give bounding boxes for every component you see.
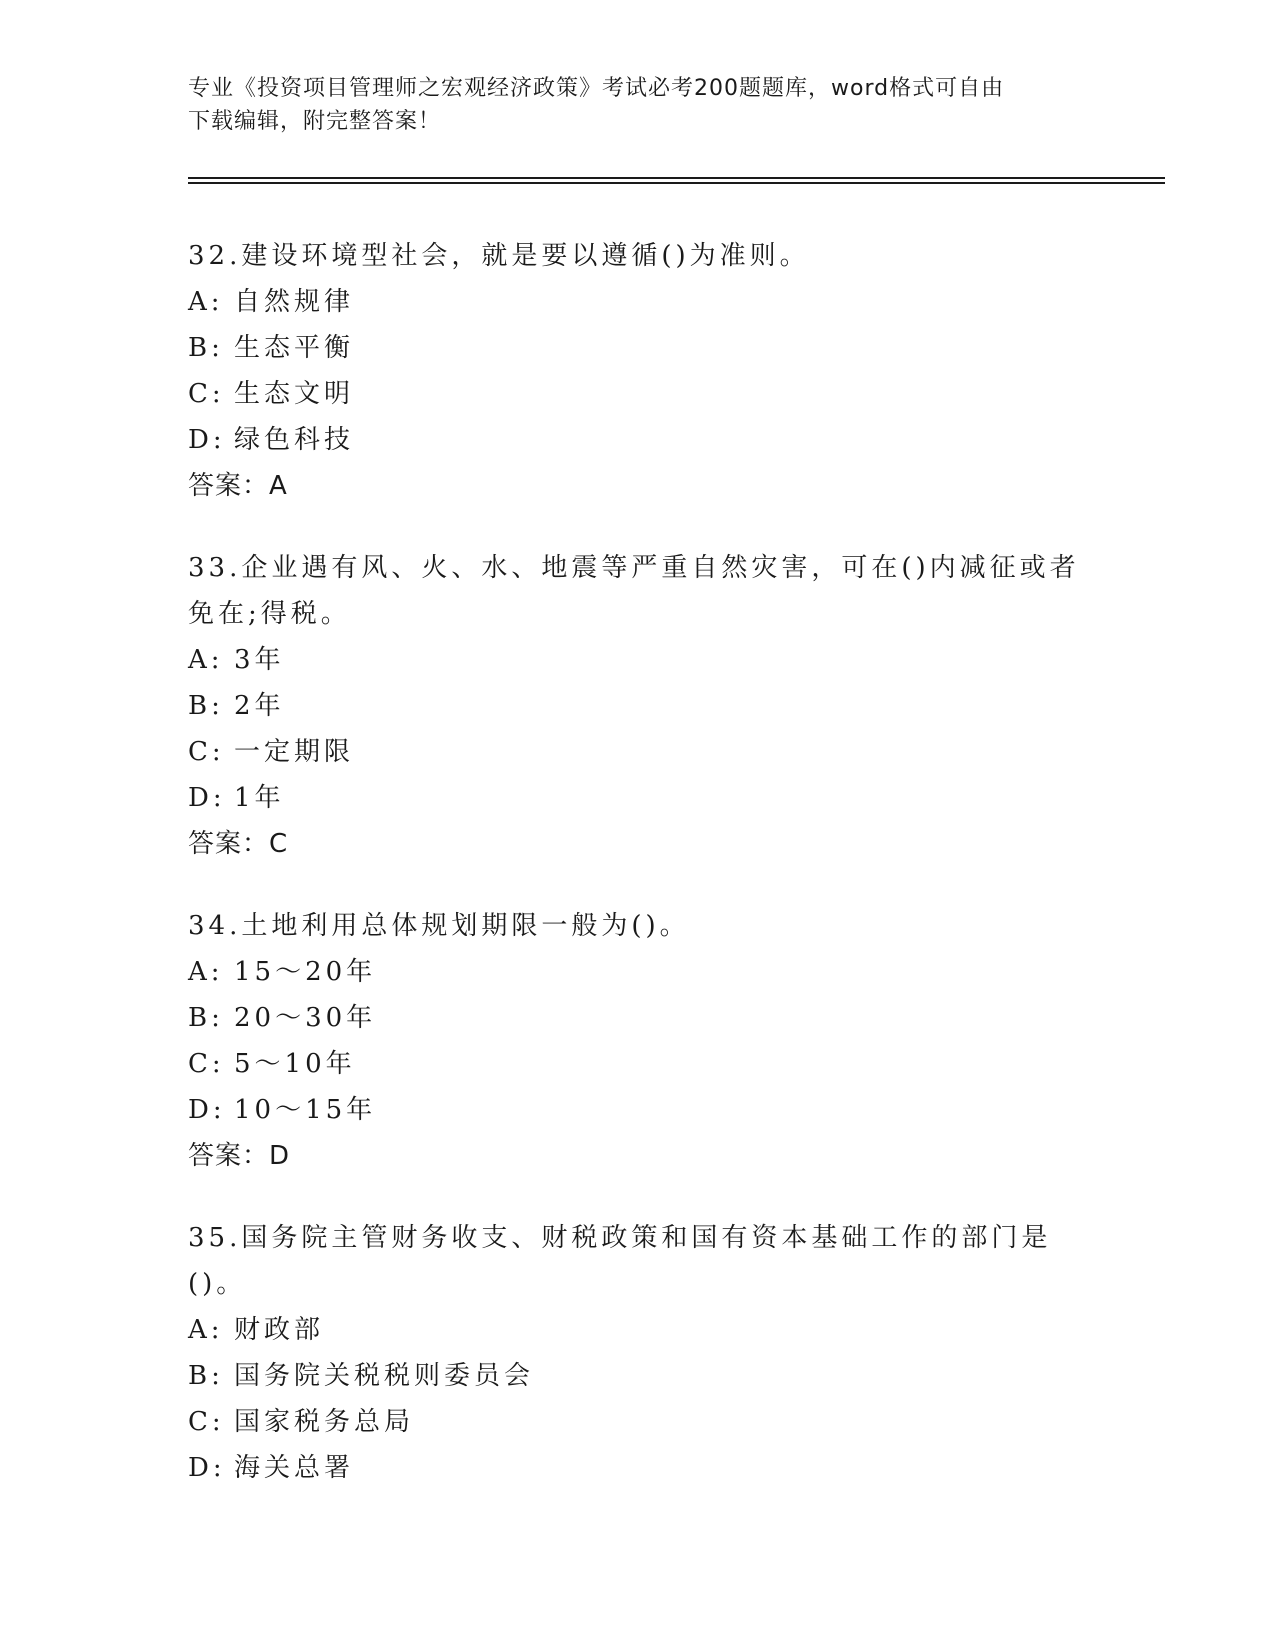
option-c [188,729,1088,775]
option-b [188,325,1088,371]
option-text: 15～20年 [234,957,377,987]
answer-label: 答案：D [188,1141,291,1171]
option-key: C: [188,1407,225,1437]
option-key: B: [188,1361,224,1391]
option-a [188,949,1088,995]
option-a [188,637,1088,683]
option-text: 海关总署 [234,1453,355,1483]
option-c [188,1041,1088,1087]
question-stem: 33.企业遇有风、火、水、地震等严重自然灾害，可在()内减征或者免在;得税。 [188,553,1080,629]
option-text: 国家税务总局 [234,1407,415,1437]
question-list [188,233,1088,1527]
option-text: 1年 [234,783,285,813]
question-32 [188,233,1088,509]
answer-label: 答案：C [188,829,289,859]
option-a [188,279,1088,325]
option-b [188,683,1088,729]
header-line-1: 专业《投资项目管理师之宏观经济政策》考试必考200题题库，word格式可自由 [188,76,1005,101]
option-text: 国务院关税税则委员会 [234,1361,535,1391]
option-b [188,995,1088,1041]
option-key: D: [188,1453,226,1483]
question-stem: 34.土地利用总体规划期限一般为()。 [188,911,690,941]
option-text: 2年 [234,691,285,721]
option-key: C: [188,737,225,767]
option-text: 生态文明 [234,379,355,409]
option-d [188,775,1088,821]
option-c [188,1399,1088,1445]
option-a [188,1307,1088,1353]
option-key: B: [188,1003,224,1033]
option-text: 绿色科技 [234,425,355,455]
option-key: A: [188,1315,224,1345]
header-divider-bottom [188,182,1165,184]
option-text: 5～10年 [234,1049,356,1079]
option-d [188,1445,1088,1491]
option-text: 20～30年 [234,1003,377,1033]
header-line-2: 下载编辑，附完整答案！ [188,109,442,134]
document-header [188,72,1088,138]
option-key: C: [188,1049,225,1079]
question-33 [188,545,1088,867]
option-key: A: [188,645,224,675]
option-d [188,1087,1088,1133]
option-key: B: [188,333,224,363]
question-34 [188,903,1088,1179]
option-c [188,371,1088,417]
option-key: D: [188,1095,226,1125]
option-key: C: [188,379,225,409]
option-key: D: [188,425,226,455]
question-stem: 35.国务院主管财务收支、财税政策和国有资本基础工作的部门是()。 [188,1223,1052,1299]
option-b [188,1353,1088,1399]
question-35 [188,1215,1088,1491]
option-key: B: [188,691,224,721]
option-text: 财政部 [234,1315,325,1345]
option-key: A: [188,957,224,987]
question-stem: 32.建设环境型社会，就是要以遵循()为准则。 [188,241,810,271]
option-text: 自然规律 [234,287,355,317]
option-text: 3年 [234,645,285,675]
option-text: 10～15年 [234,1095,377,1125]
option-text: 一定期限 [234,737,355,767]
header-divider-top [188,177,1165,179]
option-key: A: [188,287,224,317]
option-d [188,417,1088,463]
answer-label: 答案：A [188,471,288,501]
option-key: D: [188,783,226,813]
option-text: 生态平衡 [234,333,355,363]
